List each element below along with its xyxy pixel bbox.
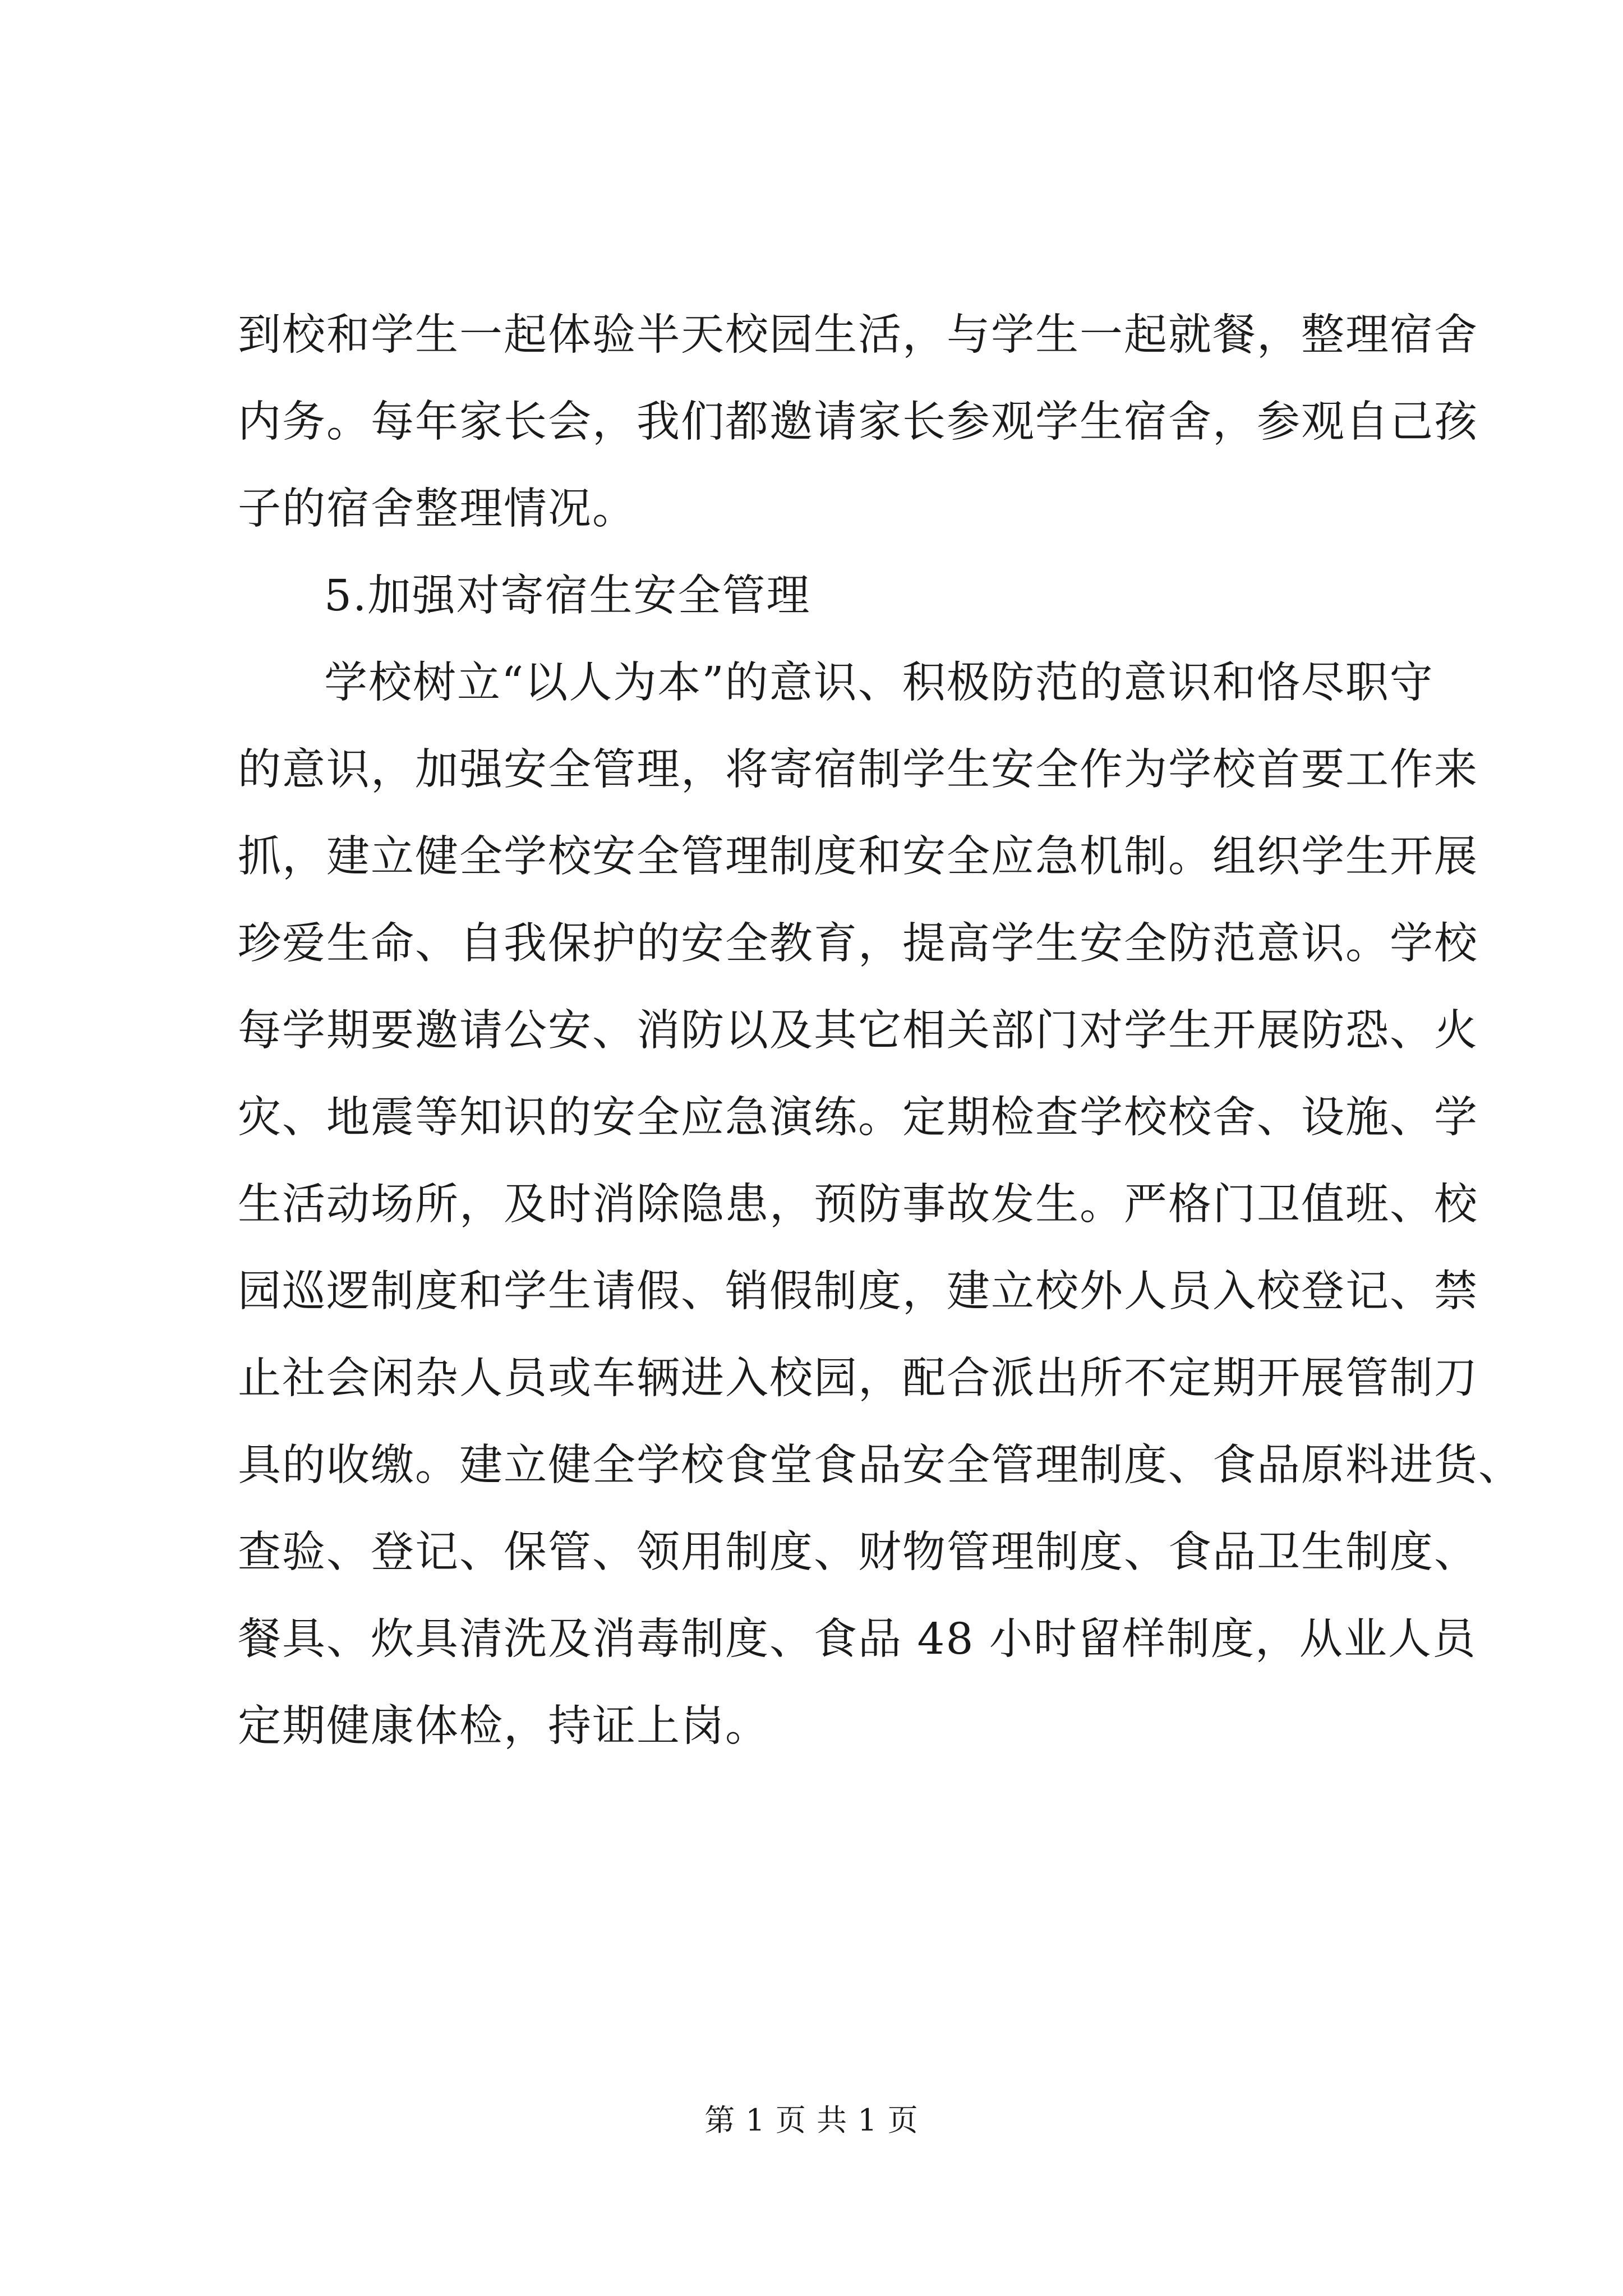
paragraph-continuation (238, 292, 1478, 553)
text-line: 灾、地震等知识的安全应急演练。定期检查学校校舍、设施、学 (238, 1093, 1478, 1143)
text-line: 内务。每年家长会，我们都邀请家长参观学生宿舍，参观自己孩 (238, 397, 1478, 447)
text-line: 每学期要邀请公安、消防以及其它相关部门对学生开展防恐、火 (238, 1006, 1478, 1056)
text-line: 餐具、炊具清洗及消毒制度、食品 48 小时留样制度，从业人员 (238, 1614, 1477, 1664)
text-line: 学校树立“以人为本”的意识、积极防范的意识和恪尽职守 (324, 658, 1434, 708)
section-heading: 5.加强对寄宿生安全管理 (324, 571, 811, 621)
text-line: 定期健康体检，持证上岗。 (238, 1701, 769, 1751)
text-line: 生活动场所，及时消除隐患，预防事故发生。严格门卫值班、校 (238, 1180, 1478, 1230)
page-footer: 第 1 页 共 1 页 (704, 2102, 919, 2138)
text-line: 抓，建立健全学校安全管理制度和安全应急机制。组织学生开展 (238, 832, 1478, 882)
text-line: 到校和学生一起体验半天校园生活，与学生一起就餐，整理宿舍 (238, 310, 1478, 360)
document-body (238, 292, 1523, 1770)
text-line: 的意识，加强安全管理，将寄宿制学生安全作为学校首要工作来 (238, 745, 1478, 795)
text-line: 具的收缴。建立健全学校食堂食品安全管理制度、食品原料进货、 (238, 1441, 1523, 1490)
text-line: 珍爱生命、自我保护的安全教育，提高学生安全防范意识。学校 (238, 919, 1478, 969)
text-line: 止社会闲杂人员或车辆进入校园，配合派出所不定期开展管制刀 (238, 1354, 1478, 1404)
text-line: 子的宿舍整理情况。 (238, 484, 637, 534)
text-line: 查验、登记、保管、领用制度、财物管理制度、食品卫生制度、 (238, 1527, 1478, 1577)
text-line: 园巡逻制度和学生请假、销假制度，建立校外人员入校登记、禁 (238, 1267, 1478, 1317)
section-paragraph (238, 639, 1523, 1770)
